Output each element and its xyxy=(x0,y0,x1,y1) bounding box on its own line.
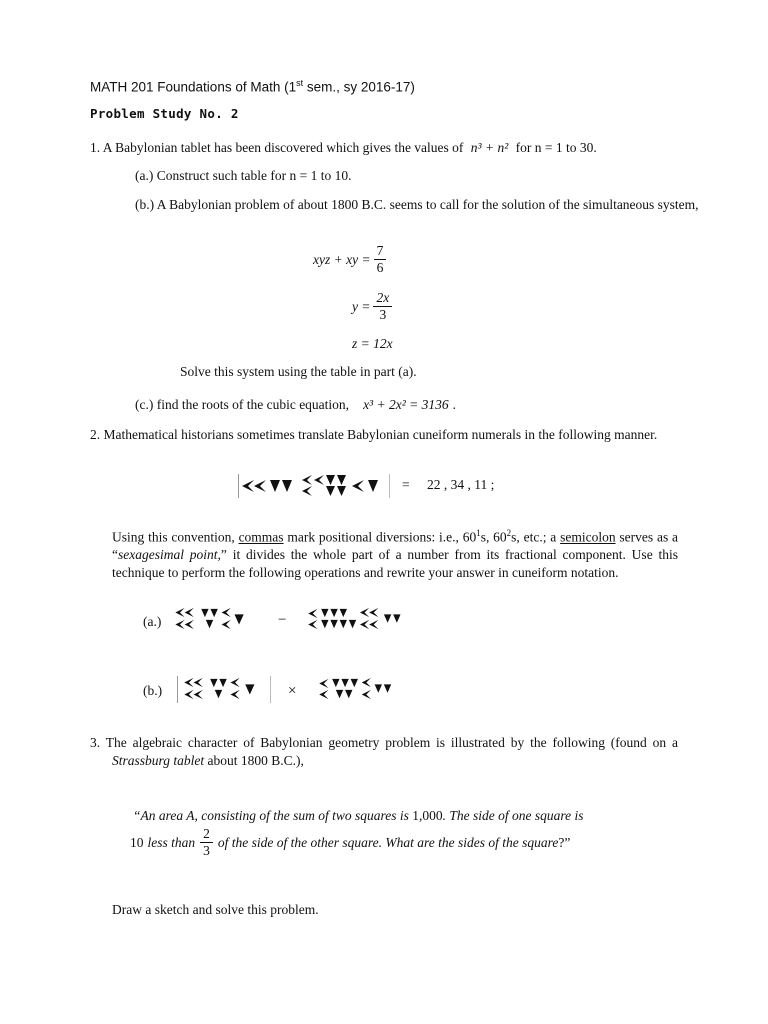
equation-1: xyz + xy = $\frac{7}{6}$ xyxy=(313,243,389,276)
commas-term: commas xyxy=(238,529,284,545)
problem-1-part-b: (b.) A Babylonian problem of about 1800 B.C. seems to call for the solution of the simultaneous system, xyxy=(135,197,699,212)
operation-a-label: (a.) xyxy=(143,614,162,629)
problem-study-heading: Problem Study No. 2 xyxy=(90,106,239,121)
operation-a-right-glyphs xyxy=(300,607,418,631)
quote-line-1: “An area A, consisting of the sum of two squares is 1,000. The side of one square is xyxy=(133,808,584,823)
problem-3-task: Draw a sketch and solve this problem. xyxy=(112,902,319,917)
problem-2-explanation: Using this convention, commas mark positional diversions: i.e., $60^1s$, $60^2s$, etc.; a semicolon serves as a “sexagesimal point,” it divides the whole part of a number from its fractional component. Use this technique to perform the following operations and rewrite your answer in cuneiform notation. xyxy=(112,528,679,580)
cuneiform-equals: = xyxy=(402,477,410,492)
cuneiform-example-glyphs xyxy=(240,474,388,498)
operation-a-minus: − xyxy=(278,612,287,628)
solve-instruction: Solve this system using the table in part (a). xyxy=(180,364,417,379)
cubic-equation: x³ + 2x² = 3136 xyxy=(363,397,449,412)
operation-a-left-glyphs xyxy=(170,607,262,631)
course-title: MATH 201 Foundations of Math (1st sem., sy 2016-17) xyxy=(90,78,415,95)
strassburg-tablet: Strassburg tablet xyxy=(112,752,205,768)
problem-number: 1. xyxy=(90,140,101,155)
expression-n3-n2: n³ + n² xyxy=(470,140,509,155)
problem-3-intro: 3. The algebraic character of Babylonian geometry problem is illustrated by the following (found on a Strassburg tablet about 1800 B.C.), xyxy=(90,735,678,768)
operation-b-label: (b.) xyxy=(143,683,163,698)
fraction-7-6: $\frac{7}{6}$ xyxy=(374,243,387,276)
problem-1-part-c: (c.) find the roots of the cubic equation, x³ + 2x² = 3136 . xyxy=(135,397,456,412)
operation-b-left-glyphs xyxy=(179,677,269,701)
equation-2: y = $\frac{2x}{3}$ xyxy=(352,290,395,323)
equation-3: z = 12x xyxy=(352,336,393,351)
quote-line-2: 10 less than $\frac{2}{3}$ of the side of the other square. What are the sides of the square ?” xyxy=(130,826,571,858)
sexagesimal-term: sexagesimal point, xyxy=(118,547,221,562)
operation-b-times: × xyxy=(288,683,297,699)
semicolon-term: semicolon xyxy=(560,529,616,545)
operation-b-right-glyphs xyxy=(312,677,404,701)
problem-1-line: 1. A Babylonian tablet has been discovered which gives the values of n³ + n² for n = 1 to 30. xyxy=(90,140,597,155)
cuneiform-example-value: 22 , 34 , 11 ; xyxy=(427,477,495,492)
problem-1-part-a: (a.) Construct such table for n = 1 to 10. xyxy=(135,168,352,183)
fraction-2-3: $\frac{2}{3}$ xyxy=(200,826,213,859)
fraction-2x-3: $\frac{2x}{3}$ xyxy=(373,290,392,323)
problem-2-intro: 2. Mathematical historians sometimes translate Babylonian cuneiform numerals in the following manner. xyxy=(90,427,658,442)
